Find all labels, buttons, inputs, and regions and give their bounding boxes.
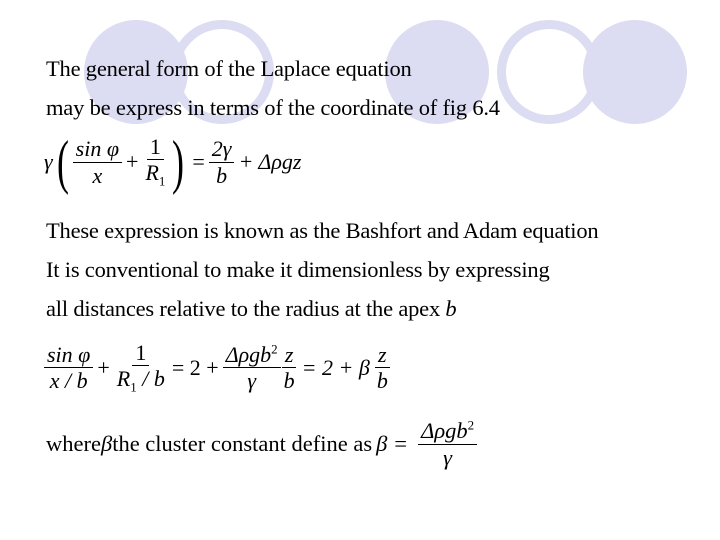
eq1-frac-3-den: b (216, 162, 228, 188)
eq2-frac-1-num: sin φ (44, 342, 93, 368)
equation-dimensionless: $\frac{\text{sin φ}}{x / b}$ + $\frac{1}{R_1 / b}$ = 2 + $\frac{\Delta\rho gb^2}{\gamma}$ $\frac{z}{b}$ = 2 + β $\frac{z}{b}$ (44, 340, 391, 396)
eq1-frac-1-den: x (92, 162, 103, 188)
eq2-frac-4 (281, 342, 298, 394)
where-frac (418, 418, 477, 471)
eq1-plus: + (126, 149, 139, 174)
where-frac-num: Δρgb$^2$ (418, 418, 477, 445)
eq1-tail: + Δρgz (238, 149, 302, 174)
where-lhs: β = (376, 431, 409, 457)
eq1-left-paren: ( (56, 129, 69, 195)
where-beta: β (100, 431, 113, 457)
eq2-frac-5-num: z (375, 342, 390, 368)
eq2-frac-2 (114, 340, 168, 396)
eq2-frac-1-den: x / b (49, 368, 88, 394)
eq1-gamma: γ (44, 149, 53, 174)
text-line-2: may be express in terms of the coordinate of fig 6.4 (46, 95, 500, 120)
eq1-equals: = (192, 149, 205, 174)
where-text-a: where (46, 431, 101, 457)
eq1-frac-3-num: 2γ (209, 136, 235, 162)
text-line-5: all distances relative to the radius at the apex b (46, 296, 457, 321)
eq1-frac-2 (142, 134, 168, 190)
eq2-mid2: = 2 + β (301, 354, 370, 380)
eq2-frac-2-num: 1 (132, 340, 149, 366)
eq1-frac-1 (73, 136, 122, 188)
eq1-frac-2-num: 1 (147, 134, 164, 160)
equation-laplace (44, 129, 305, 195)
text-line-3: These expression is known as the Bashfort and Adam equation (46, 218, 599, 243)
text-line-1: The general form of the Laplace equation (46, 56, 412, 81)
eq2-frac-3 (223, 342, 281, 394)
eq2-frac-1 (44, 342, 93, 394)
where-text-b: the cluster constant define as (112, 431, 373, 457)
decor-circle-5 (583, 20, 687, 124)
eq2-mid: = 2 + (171, 354, 219, 380)
eq2-frac-4-num: z (282, 342, 297, 368)
eq2-frac-4-den: b (283, 368, 295, 394)
equation-beta-definition (46, 418, 477, 471)
where-frac-den: γ (443, 444, 453, 470)
eq1-right-paren: ) (172, 129, 185, 195)
eq1-frac-1-num: sin φ (73, 136, 122, 162)
eq2-frac-5 (374, 342, 391, 394)
eq2-frac-3-den: γ (247, 368, 257, 394)
eq2-frac-3-num: Δρgb$^2$ (223, 342, 281, 368)
eq1-frac-3 (209, 136, 235, 188)
eq1-frac-2-den: $R_1$ (145, 160, 166, 189)
text-line-4: It is conventional to make it dimensionless by expressing (46, 257, 550, 282)
eq2-frac-5-den: b (376, 368, 388, 394)
eq2-frac-2-den: $R_1$ / b (116, 366, 165, 395)
